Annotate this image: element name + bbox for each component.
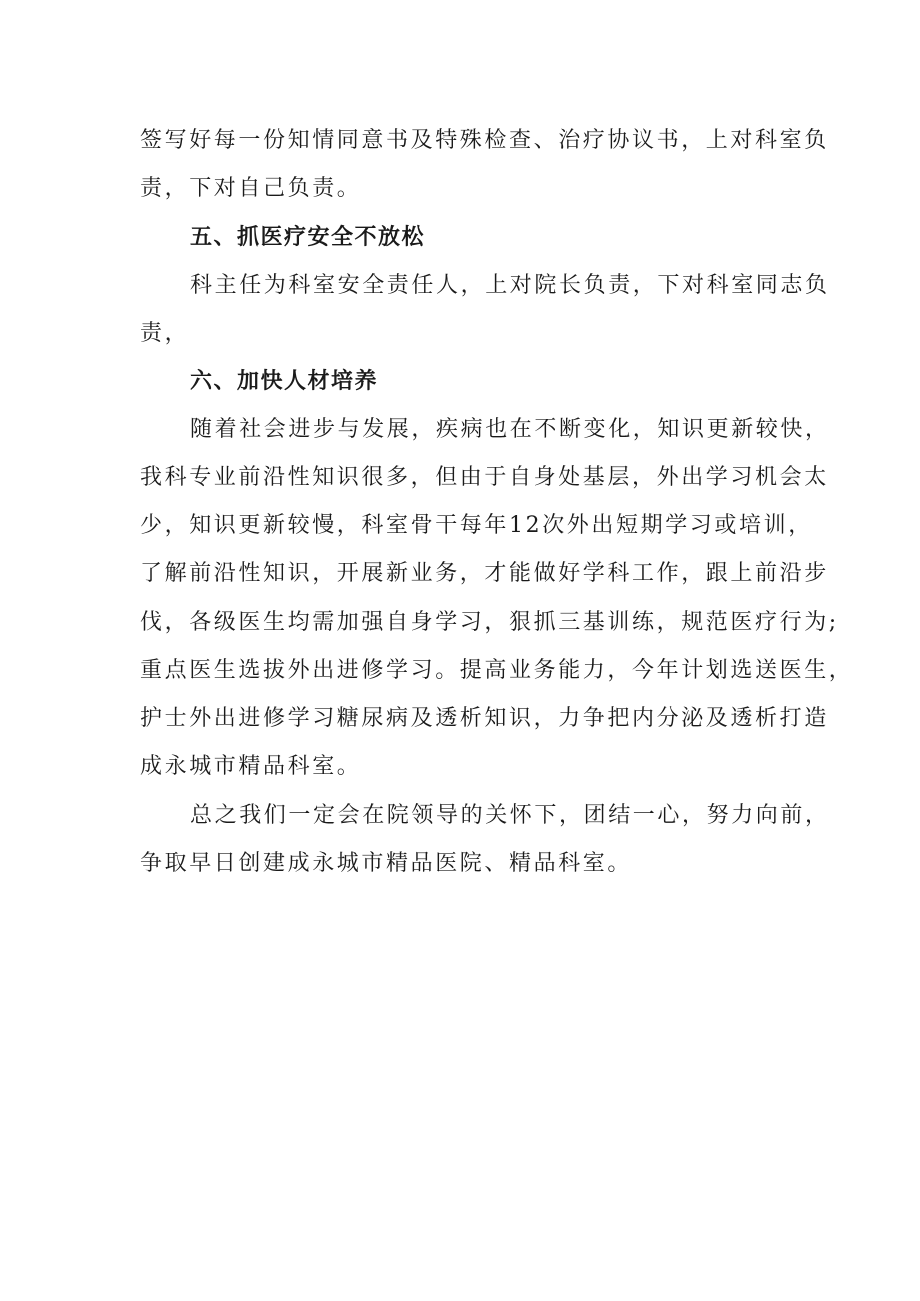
paragraph-line: 少，知识更新较慢，科室骨干每年12次外出短期学习或培训， [140, 513, 813, 538]
paragraph-line: 成永城市精品科室。 [140, 754, 362, 779]
paragraph-line: 我科专业前沿性知识很多，但由于自身处基层，外出学习机会太 [140, 465, 829, 490]
paragraph-line: 签写好每一份知情同意书及特殊检查、治疗协议书，上对科室负 [140, 128, 829, 153]
paragraph-line: 责，下对自己负责。 [140, 176, 362, 201]
section-heading-6: 六、加快人材培养 [190, 369, 379, 394]
paragraph-line: 伐，各级医生均需加强自身学习，狠抓三基训练，规范医疗行为; [140, 610, 839, 635]
paragraph-line: 责， [140, 321, 190, 346]
section-heading-5: 五、抓医疗安全不放松 [190, 225, 426, 250]
paragraph-line: 护士外出进修学习糖尿病及透析知识，力争把内分泌及透析打造 [140, 706, 829, 731]
paragraph-line: 随着社会进步与发展，疾病也在不断变化，知识更新较快， [190, 417, 830, 442]
paragraph-line: 重点医生选拔外出进修学习。提高业务能力，今年计划选送医生， [140, 658, 854, 683]
paragraph-line: 总之我们一定会在院领导的关怀下，团结一心，努力向前， [190, 803, 830, 828]
paragraph-line: 科主任为科室安全责任人，上对院长负责，下对科室同志负 [190, 273, 830, 298]
paragraph-line: 了解前沿性知识，开展新业务，才能做好学科工作，跟上前沿步 [140, 561, 829, 586]
paragraph-line: 争取早日创建成永城市精品医院、精品科室。 [140, 851, 633, 876]
